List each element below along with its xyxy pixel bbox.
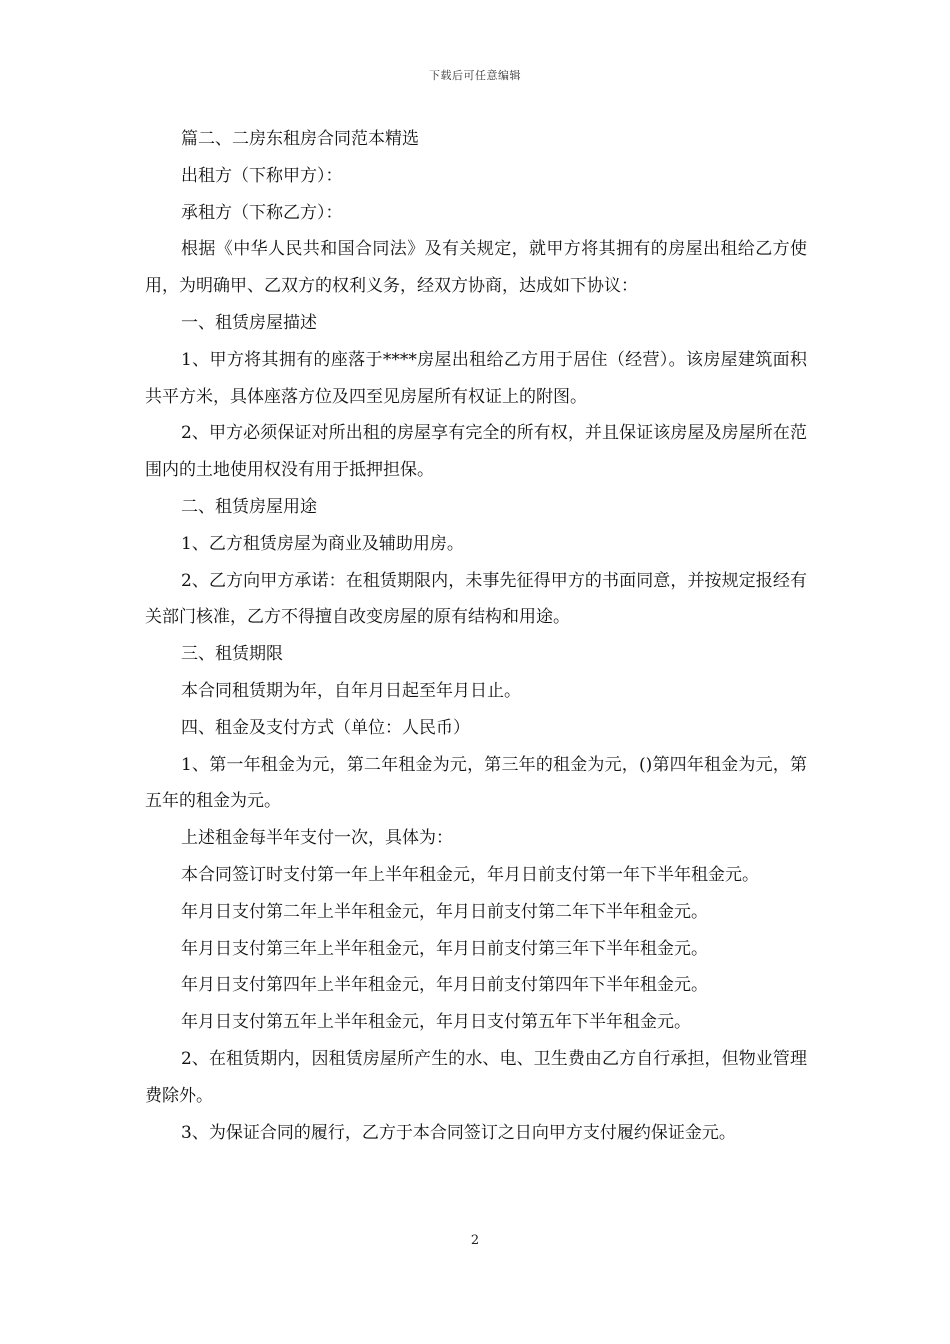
- page-header-note: 下载后可任意编辑: [429, 69, 521, 82]
- clause-4-item-3: 3、为保证合同的履行，乙方于本合同签订之日向甲方支付履约保证金元。: [181, 1122, 736, 1143]
- lessor-line: 出租方（下称甲方）：: [181, 165, 343, 186]
- clause-heading-2: 二、租赁房屋用途: [181, 496, 317, 517]
- clause-4-item-2: 2、在租赁期内，因租赁房屋所产生的水、电、卫生费由乙方自行承担，但物业管理费除外。: [145, 1048, 807, 1106]
- clause-3-text: 本合同租赁期为年，自年月日起至年月日止。: [181, 680, 521, 701]
- section-title: 篇二、二房东租房合同范本精选: [181, 129, 419, 149]
- payment-year-3: 年月日支付第三年上半年租金元，年月日前支付第三年下半年租金元。: [181, 938, 708, 959]
- clause-heading-4: 四、租金及支付方式（单位：人民币）: [181, 717, 470, 738]
- clause-heading-3: 三、租赁期限: [181, 644, 283, 665]
- payment-year-5: 年月日支付第五年上半年租金元，年月日支付第五年下半年租金元。: [181, 1012, 691, 1033]
- clause-4-item-1: 1、第一年租金为元，第二年租金为元，第三年的租金为元，()第四年租金为元，第五年的租金为元。: [145, 754, 807, 812]
- clause-1-item-2: 2、甲方必须保证对所出租的房屋享有完全的所有权，并且保证该房屋及房屋所在范围内的土地使用权没有用于抵押担保。: [145, 423, 807, 481]
- clause-1-item-1: 1、甲方将其拥有的座落于****房屋出租给乙方用于居住（经营）。该房屋建筑面积共平方米，具体座落方位及四至见房屋所有权证上的附图。: [145, 349, 807, 407]
- payment-schedule-intro: 上述租金每半年支付一次，具体为：: [181, 828, 453, 849]
- payment-year-1: 本合同签订时支付第一年上半年租金元，年月日前支付第一年下半年租金元。: [181, 864, 759, 885]
- clause-2-item-1: 1、乙方租赁房屋为商业及辅助用房。: [181, 533, 464, 554]
- lessee-line: 承租方（下称乙方）：: [181, 202, 343, 223]
- clause-2-item-2: 2、乙方向甲方承诺：在租赁期限内，未事先征得甲方的书面同意，并按规定报经有关部门核准，乙方不得擅自改变房屋的原有结构和用途。: [145, 570, 807, 628]
- page-number: 2: [470, 1233, 480, 1248]
- payment-year-4: 年月日支付第四年上半年租金元，年月日前支付第四年下半年租金元。: [181, 975, 708, 996]
- payment-year-2: 年月日支付第二年上半年租金元，年月日前支付第二年下半年租金元。: [181, 901, 708, 922]
- document-body: [145, 121, 807, 1151]
- preamble-paragraph: 根据《中华人民共和国合同法》及有关规定，就甲方将其拥有的房屋出租给乙方使用，为明确甲、乙双方的权利义务，经双方协商，达成如下协议：: [145, 239, 807, 297]
- clause-heading-1: 一、租赁房屋描述: [181, 312, 317, 333]
